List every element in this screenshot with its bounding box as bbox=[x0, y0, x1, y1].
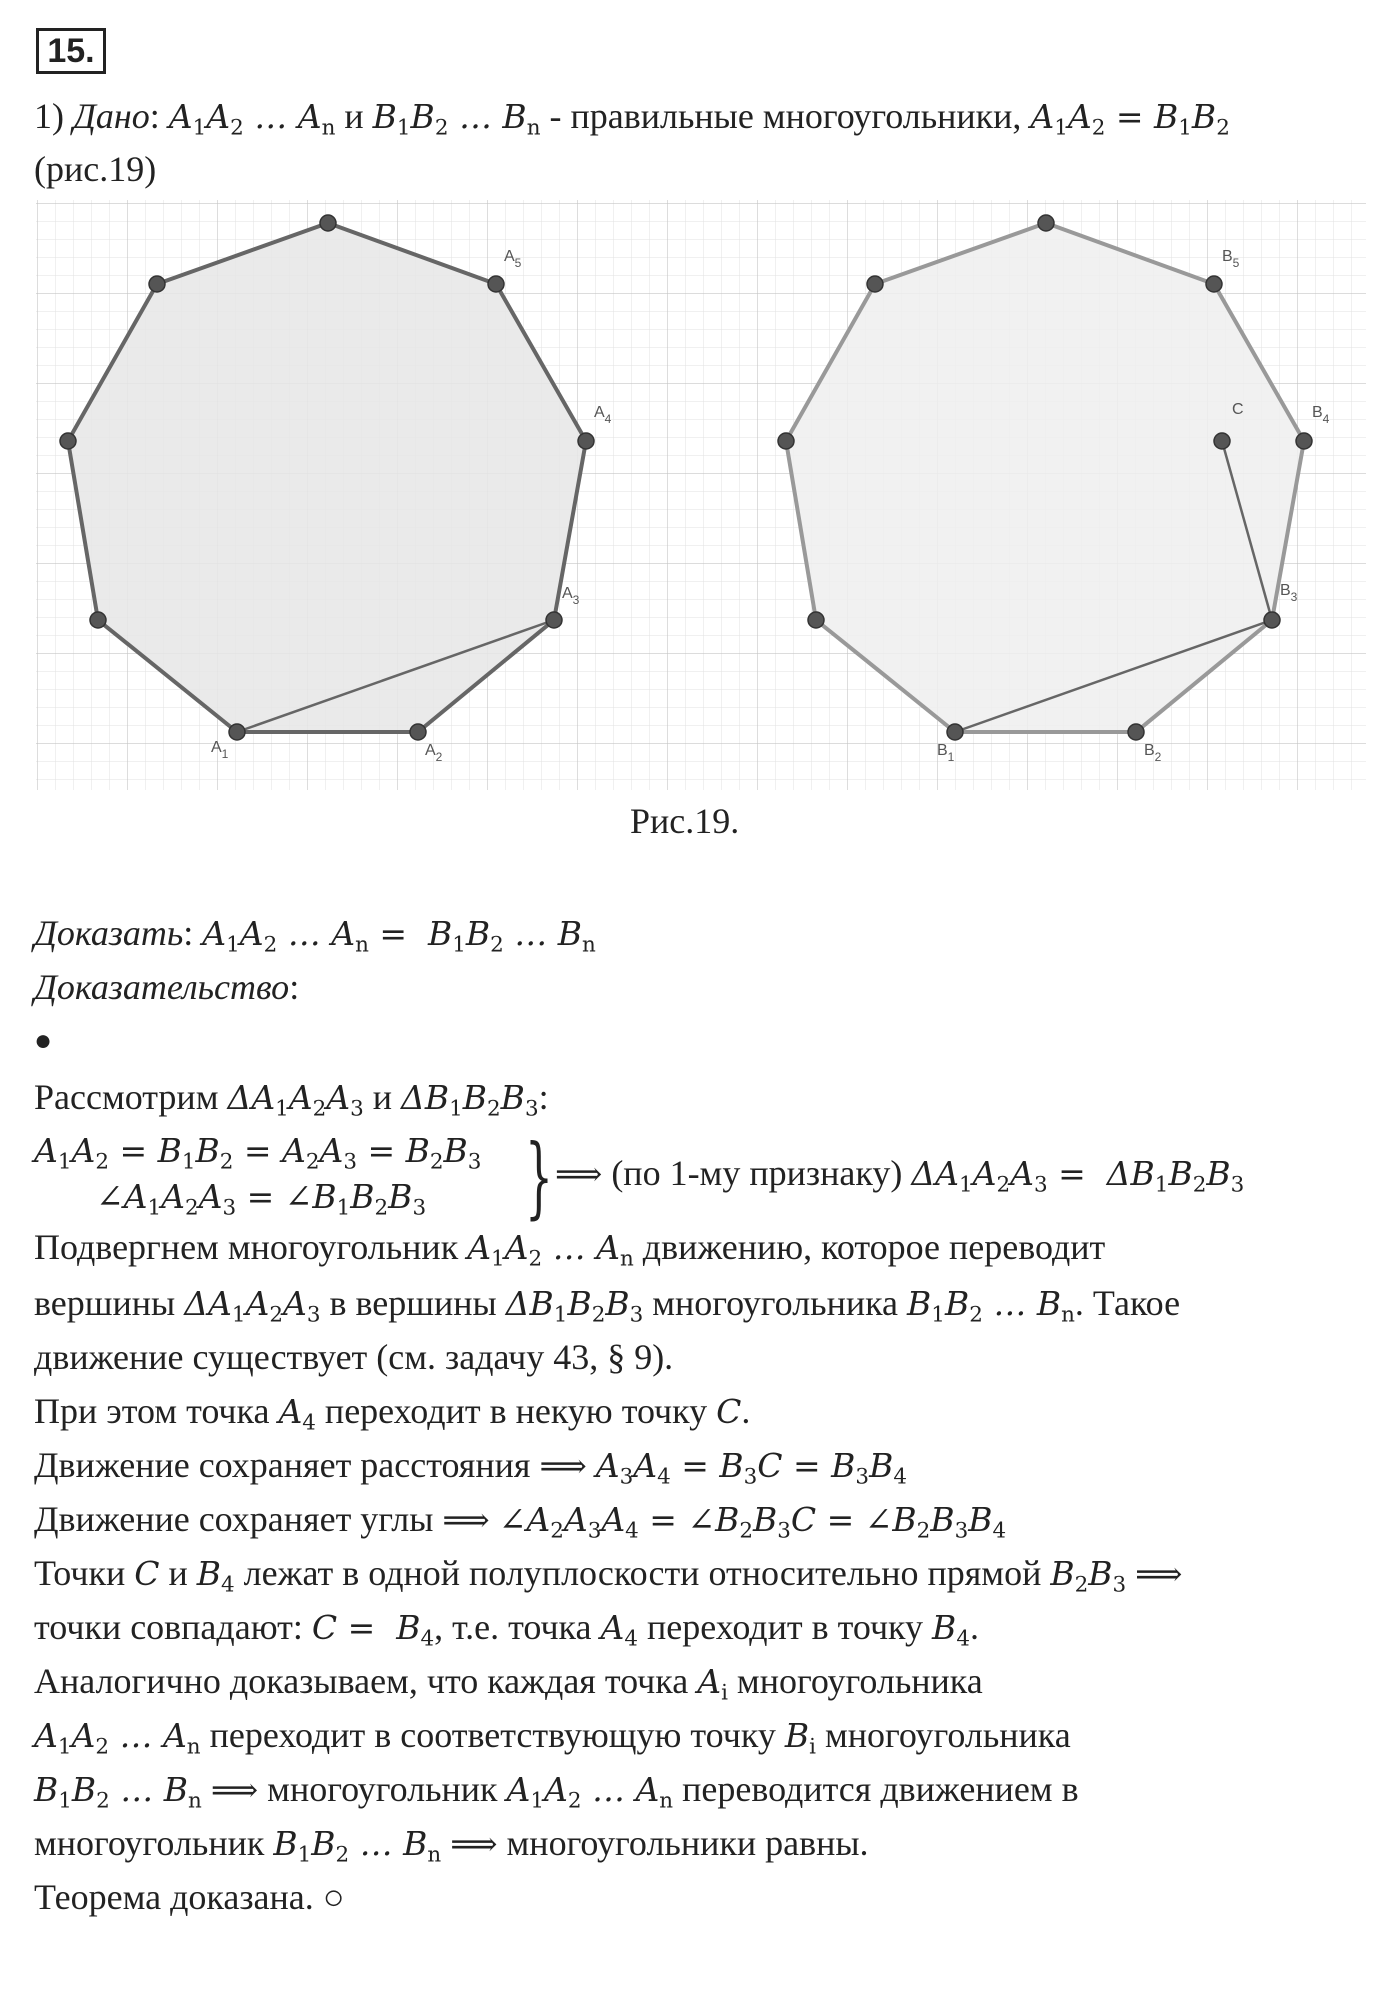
proof-line-7: Движение сохраняет расстояния ⟹ $A_3A_4 = B_3C = B_3B_4$ bbox=[34, 1445, 907, 1490]
proof-line-13: $B_1B_2$ … $B_n$ ⟹ многоугольник $A_1A_2$ … $A_n$ переводится движением в bbox=[34, 1769, 1079, 1814]
proof-line-12: $A_1A_2$ … $A_n$ переходит в соответствующую точку $B_i$ многоугольника bbox=[34, 1715, 1071, 1760]
proof-line-5: движение существует (см. задачу 43, § 9). bbox=[34, 1337, 674, 1377]
label-a1: $A_1$ bbox=[211, 739, 229, 761]
label-b2: $B_2$ bbox=[1144, 742, 1162, 764]
label-b3: $B_3$ bbox=[1280, 582, 1298, 604]
end-of-proof-mark: ○ bbox=[322, 1877, 345, 1917]
proof-line-10: точки совпадают: $C = B_4$, т.е. точка $A_4$ переходит в точку $B_4$. bbox=[34, 1607, 979, 1652]
proof-line-1: Рассмотрим $\Delta A_1A_2A_3$ и $\Delta B_1B_2B_3$: bbox=[34, 1077, 549, 1122]
proof-heading: Доказательство: bbox=[34, 967, 300, 1007]
proof-line-8: Движение сохраняет углы ⟹ $\angle A_2A_3A_4$ = $\angle B_2B_3C$ = $\angle B_2B_3B_4$ bbox=[34, 1499, 1007, 1544]
label-a2: $A_2$ bbox=[425, 742, 443, 764]
proof-line-11: Аналогично доказываем, что каждая точка $A_i$ многоугольника bbox=[34, 1661, 983, 1706]
proof-line-9: Точки C и $B_4$ лежат в одной полуплоскости относительно прямой $B_2B_3$ ⟹ bbox=[34, 1553, 1183, 1598]
proof-line-14: многоугольник $B_1B_2$ … $B_n$ ⟹ многоугольники равны. bbox=[34, 1823, 869, 1868]
label-c: C bbox=[1232, 401, 1244, 418]
label-b5: $B_5$ bbox=[1222, 248, 1240, 270]
problem-number: 15. bbox=[36, 28, 106, 74]
proof-line-4: вершины $\Delta A_1A_2A_3$ в вершины $\Delta B_1B_2B_3$ многоугольника $B_1B_2$ … $B_n$. Такое bbox=[34, 1283, 1181, 1328]
proof-equality-sides: $A_1A_2 = B_1B_2 = A_2A_3 = B_2B_3$ bbox=[34, 1131, 482, 1175]
proof-line-15: Теорема доказана. ○ bbox=[34, 1877, 345, 1917]
given-line: 1) Дано: $A_1A_2$ … $A_n$ и $B_1B_2$ … $B_n$ - правильные многоугольники, $A_1A_2 = B_1B_2$ bbox=[34, 96, 1230, 141]
label-a3: $A_3$ bbox=[562, 585, 580, 607]
given-label: Дано bbox=[73, 96, 150, 136]
proof-line-3: Подвергнем многоугольник $A_1A_2$ … $A_n$ движению, которое переводит bbox=[34, 1227, 1106, 1272]
bullet: ● bbox=[34, 1024, 53, 1057]
figure-19 bbox=[36, 200, 1366, 790]
prove-label: Доказать bbox=[34, 913, 184, 953]
label-b1: $B_1$ bbox=[937, 742, 955, 764]
label-a4: $A_4$ bbox=[594, 404, 612, 426]
label-a5: $A_5$ bbox=[504, 248, 522, 270]
figure-reference: (рис.19) bbox=[34, 149, 157, 189]
proof-equality-angles: $\angle A_1A_2A_3$ = $\angle B_1B_2B_3$ bbox=[96, 1177, 427, 1221]
brace: } bbox=[525, 1125, 553, 1228]
label-b4: $B_4$ bbox=[1312, 404, 1330, 426]
prove-line: Доказать: $A_1A_2$ … $A_n = B_1B_2$ … $B_n$ bbox=[34, 913, 596, 958]
proof-line-6: При этом точка $A_4$ переходит в некую точку C. bbox=[34, 1391, 751, 1436]
figure-caption: Рис.19. bbox=[630, 801, 740, 841]
proof-conclusion-1: ⟹ (по 1-му признаку) $\Delta A_1A_2A_3 = \Delta B_1B_2B_3$ bbox=[555, 1153, 1245, 1198]
